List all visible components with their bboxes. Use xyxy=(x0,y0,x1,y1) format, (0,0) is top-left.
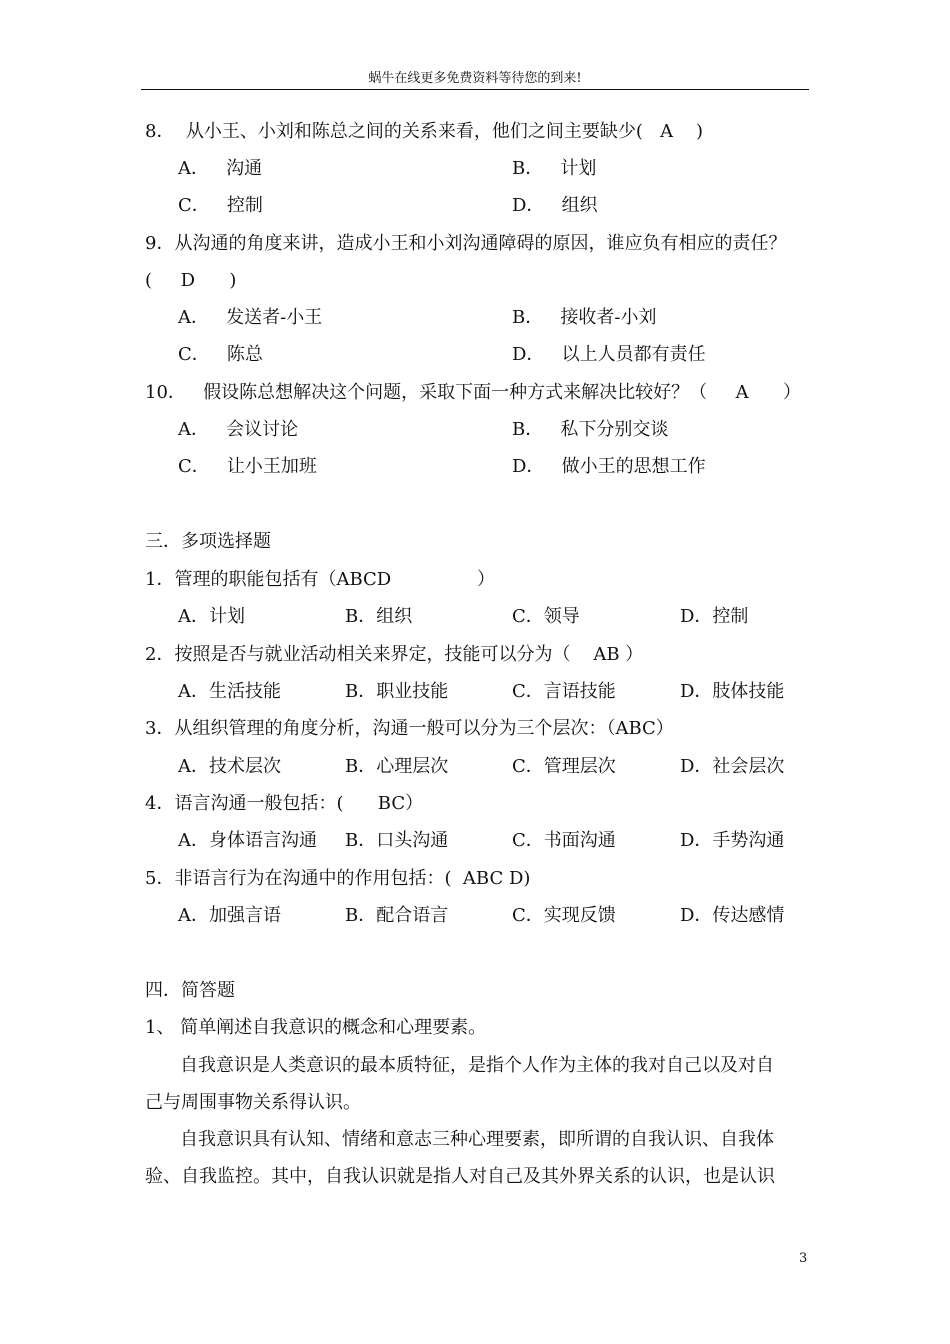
q9-option-d: D． 以上人员都有责任 xyxy=(512,344,706,365)
s3-q5-option-b: B．配合语言 xyxy=(345,905,449,926)
q8-option-d: D． 组织 xyxy=(512,195,598,216)
s3-q4-option-c: C．书面沟通 xyxy=(512,830,616,851)
s3-q4-option-a: A．身体语言沟通 xyxy=(178,830,317,851)
s3-q2-option-a: A．生活技能 xyxy=(178,681,281,702)
s3-q3-option-d: D．社会层次 xyxy=(680,756,785,777)
s3-q5-option-d: D．传达感情 xyxy=(680,905,785,926)
s3-q2-option-d: D．肢体技能 xyxy=(680,681,785,702)
s3-q4-option-d: D．手势沟通 xyxy=(680,830,785,851)
header-text: 蜗牛在线更多免费资料等待您的到来! xyxy=(368,71,582,86)
q9-option-a: A． 发送者-小王 xyxy=(178,307,323,328)
s3-q3-option-c: C．管理层次 xyxy=(512,756,616,777)
s3-q3-option-b: B．心理层次 xyxy=(345,756,449,777)
q10-option-d: D． 做小王的思想工作 xyxy=(512,456,706,477)
q10-option-b: B． 私下分别交谈 xyxy=(512,419,669,440)
q9-answer: ( D ) xyxy=(145,270,237,291)
s3-q5-option-c: C．实现反馈 xyxy=(512,905,616,926)
s4-para1-line1: 自我意识是人类意识的最本质特征，是指个人作为主体的我对自己以及对自 xyxy=(180,1055,774,1076)
s3-q1-option-a: A．计划 xyxy=(178,606,245,627)
s3-q4-option-b: B．口头沟通 xyxy=(345,830,449,851)
q9-stem: 9．从沟通的角度来讲，造成小王和小刘沟通障碍的原因，谁应负有相应的责任？ xyxy=(145,233,787,254)
q9-option-c: C． 陈总 xyxy=(178,344,263,365)
q10-option-a: A． 会议讨论 xyxy=(178,419,299,440)
s3-q2-option-c: C．言语技能 xyxy=(512,681,616,702)
s3-q1-option-d: D．控制 xyxy=(680,606,749,627)
s4-para1-line2: 己与周围事物关系得认识。 xyxy=(145,1092,361,1113)
q8-option-a: A． 沟通 xyxy=(178,158,263,179)
q8-stem: 8． 从小王、小刘和陈总之间的关系来看，他们之间主要缺少( A ) xyxy=(145,121,703,142)
s3-q1-option-b: B．组织 xyxy=(345,606,413,627)
s3-q2-option-b: B．职业技能 xyxy=(345,681,449,702)
s3-q4-stem: 4．语言沟通一般包括：( BC） xyxy=(145,793,424,814)
s3-q5-stem: 5．非语言行为在沟通中的作用包括：( ABC D) xyxy=(145,868,531,889)
q8-option-b: B． 计划 xyxy=(512,158,597,179)
s3-q1-option-c: C．领导 xyxy=(512,606,580,627)
page-header xyxy=(141,70,809,90)
s4-para2-line1: 自我意识具有认知、情绪和意志三种心理要素，即所谓的自我认识、自我体 xyxy=(180,1129,774,1150)
section4-title: 四．简答题 xyxy=(145,980,235,1001)
q10-option-c: C． 让小王加班 xyxy=(178,456,317,477)
q9-option-b: B． 接收者-小刘 xyxy=(512,307,657,328)
s4-para2-line2: 验、自我监控。其中，自我认识就是指人对自己及其外界关系的认识，也是认识 xyxy=(145,1166,775,1187)
s3-q1-stem: 1．管理的职能包括有（ABCD ） xyxy=(145,569,496,590)
s3-q5-option-a: A．加强言语 xyxy=(178,905,281,926)
s3-q3-stem: 3．从组织管理的角度分析，沟通一般可以分为三个层次：（ABC） xyxy=(145,718,674,739)
s4-q1: 1、 简单阐述自我意识的概念和心理要素。 xyxy=(145,1017,487,1038)
page-number: 3 xyxy=(799,1251,808,1266)
q10-stem: 10． 假设陈总想解决这个问题，采取下面一种方式来解决比较好？（ A ） xyxy=(145,382,802,403)
q8-option-c: C． 控制 xyxy=(178,195,263,216)
s3-q2-stem: 2．按照是否与就业活动相关来界定，技能可以分为（ AB ） xyxy=(145,644,644,665)
section3-title: 三．多项选择题 xyxy=(145,531,271,552)
s3-q3-option-a: A．技术层次 xyxy=(178,756,281,777)
